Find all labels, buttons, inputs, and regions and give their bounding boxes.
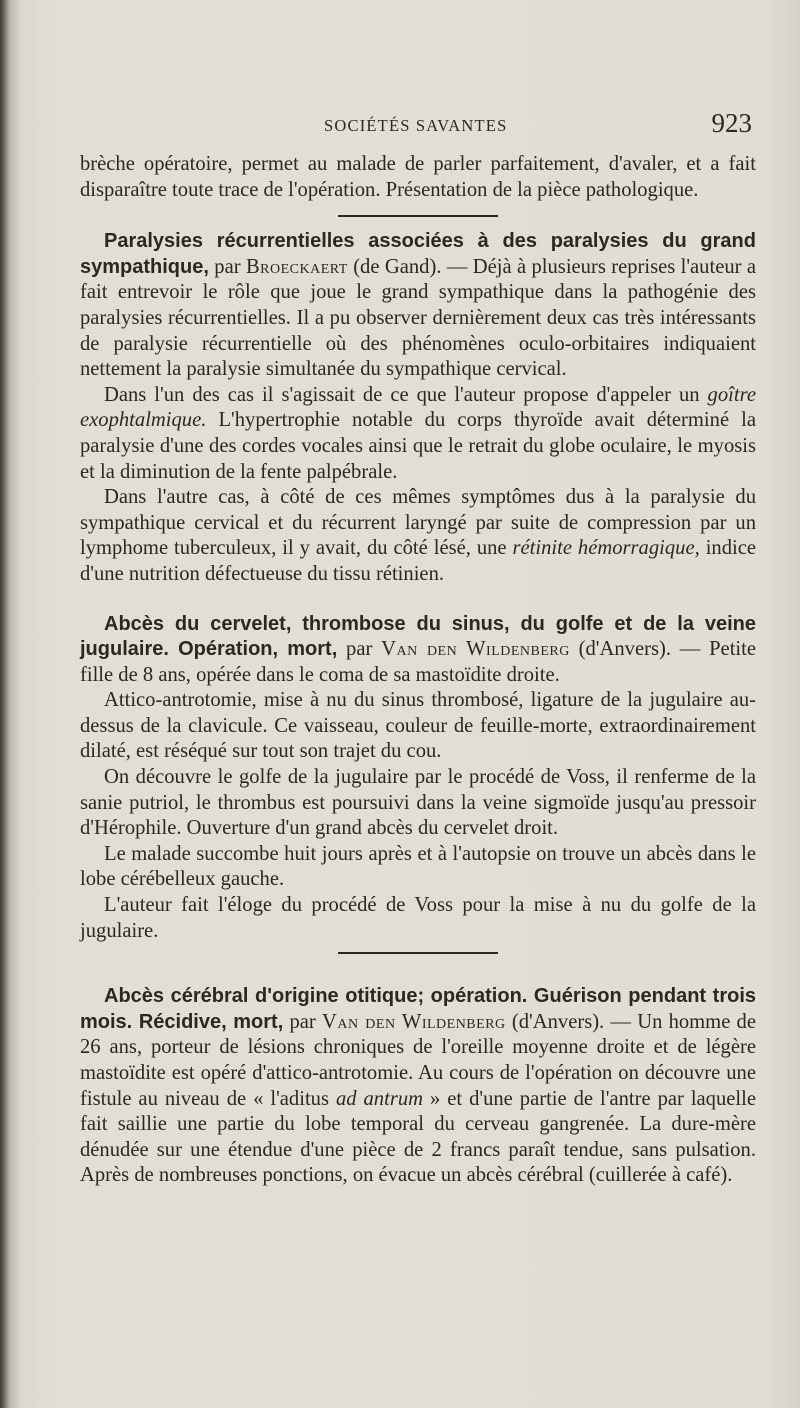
page-header [80,108,756,140]
article-3-title: Abcès cérébral d'origine otitique; opération. Guérison pendant trois mois. Récidive, mort, [80,985,756,1033]
article-2-text: (d'Anvers). — Petite fille de 8 ans, opérée dans le coma de sa mastoïdite droite. [80,638,757,686]
section-divider [338,215,498,217]
article-1-paragraph-2 [80,383,756,485]
article-1-title: Paralysies récurrentielles associées à des paralysies du grand sympathique, [80,230,756,278]
page-number: 923 [711,108,752,138]
article-2-paragraph-2: Attico-antrotomie, mise à nu du sinus thrombosé, ligature de la jugulaire au-dessus de la clavicule. Ce vaisseau, couleur de feuille-morte, extraordinairement dilaté, est réséqué sur tout son trajet du cou. [80,689,756,763]
intro-paragraph: brèche opératoire, permet au malade de parler parfaitement, d'avaler, et a fait disparaître toute trace de l'opération. Présentation de la pièce pathologique. [80,153,756,201]
article-2-author: Van den Wildenberg [381,638,570,661]
running-title: SOCIÉTÉS SAVANTES [324,116,508,135]
article-2-paragraph-5: L'auteur fait l'éloge du procédé de Voss pour la mise à nu du golfe de la jugulaire. [80,894,756,942]
article-2-paragraph-4: Le malade succombe huit jours après et à l'autopsie on trouve un abcès dans le lobe cérébelleux gauche. [80,842,756,891]
article-1-p2-text-a: Dans l'un des cas il s'agissait de ce que l'auteur propose d'appeler un [104,383,700,406]
article-3-paragraph-1 [80,984,756,1189]
article-1-paragraph-3 [80,485,756,587]
article-1-p3-text-b: indice d'une nutrition défectueuse du tissu rétinien. [80,537,757,585]
article-1-p3-text-a: Dans l'autre cas, à côté de ces mêmes symptômes dus à la paralysie du sympathique cervical et du récurrent laryngé par suite de compression par un lymphome tuberculeux, il y avait, du côté lésé, une [80,486,756,560]
article-2-paragraph-3: On découvre le golfe de la jugulaire par le procédé de Voss, il renferme de la sanie putriol, le thrombus est poursuivi dans la veine sigmoïde jusqu'au pressoir d'Hérophile. Ouverture d'un grand abcès du cervelet droit. [80,766,756,840]
article-1-p2-text-b: L'hypertrophie notable du corps thyroïde avait déterminé la paralysie d'une des cordes vocales ainsi que le retrait du globe oculaire, le myosis et la diminution de la fente palpébrale. [80,409,756,483]
article-1-paragraph-1 [80,229,756,383]
article-1-p2-italic: goître exophtalmique. [80,383,756,432]
article-2-par: par [346,638,373,661]
article-2-title: Abcès du cervelet, thrombose du sinus, du golfe et de la veine jugulaire. Opération, mort, [80,612,756,661]
article-3-author: Van den Wildenberg [321,1010,506,1033]
article-1-text: (de Gand). — Déjà à plusieurs reprises l'auteur a fait entrevoir le rôle que joue le grand sympathique dans la pathogénie des paralysies récurrentielles. Il a pu observer dernièrement deux cas très intéressants de paralysie récurrentielle où des phénomènes oculo-orbitaires indiquaient nettement la paralysie simultanée du sympathique cervical. [80,255,756,381]
section-divider-2 [338,952,498,954]
article-3-italic: ad antrum [335,1087,424,1110]
article-1-author: Broeckaert [245,255,348,278]
article-3-text-a: (d'Anvers). — Un homme de 26 ans, porteur de lésions chroniques de l'oreille moyenne droite et de légère mastoïdite est opéré d'attico-antrotomie. Au cours de l'opération on découvre une fistule au niveau de « l'aditus [80,1010,756,1110]
article-3-par: par [289,1010,316,1033]
article-1-p3-italic: rétinite hémorragique, [512,537,700,560]
article-1-par: par [214,255,241,278]
spacer [80,588,756,612]
article-3-text-b: » et d'une partie de l'antre par laquelle fait saillie une partie du lobe temporal du cerveau gangrenée. La dure-mère dénudée sur une étendue d'une pièce de 2 francs paraît tendue, sans pulsation. Après de nombreuses ponctions, on évacue un abcès cérébral (cuillerée à café). [80,1087,756,1187]
article-2-paragraph-1 [80,612,756,689]
page-content [80,152,756,1189]
